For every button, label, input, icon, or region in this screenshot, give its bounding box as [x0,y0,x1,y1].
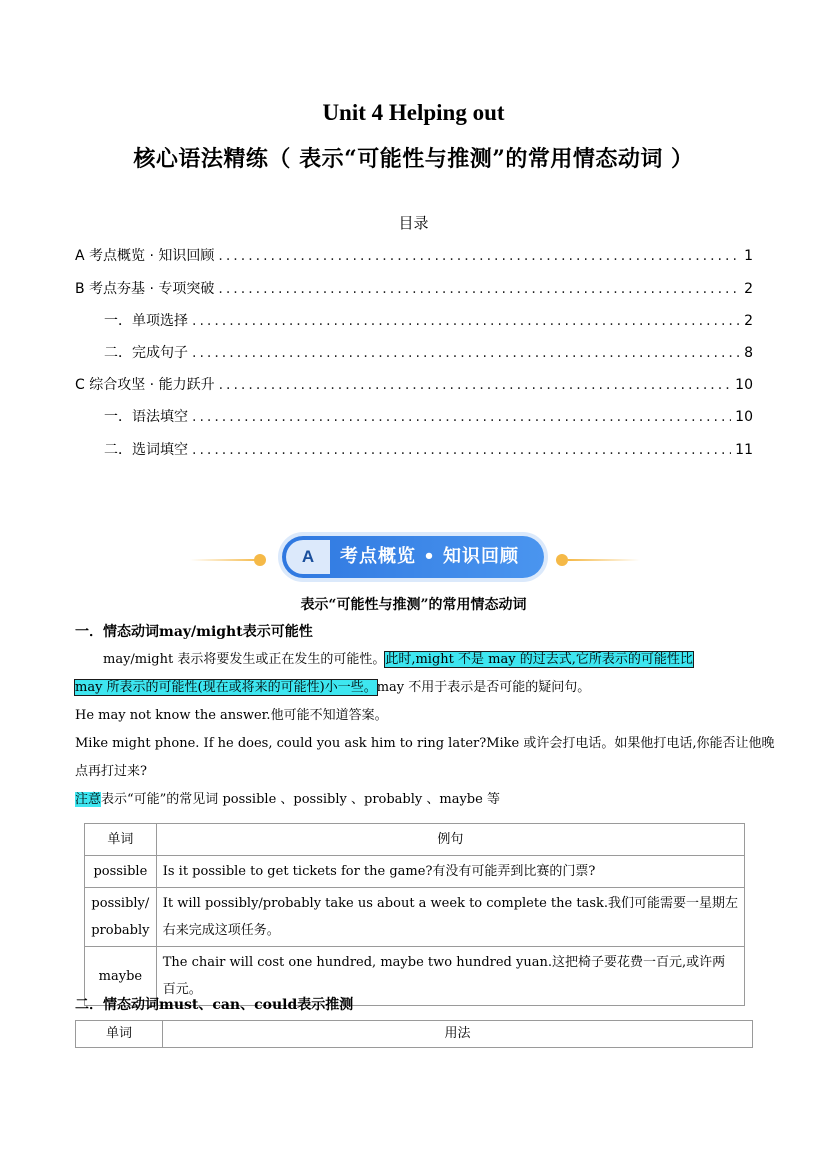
word-line: possibly/ [91,896,150,911]
toc-page: 11 [735,442,753,458]
table-header-row [76,1021,753,1048]
table-row [85,888,745,947]
toc-page: 10 [735,377,753,393]
table-header: 单词 [76,1021,163,1048]
table-header: 单词 [85,824,157,856]
unit-title: Unit 4 Helping out [322,100,505,125]
banner-line-left [190,559,260,561]
toc-label: 一．语法填空 [104,409,188,425]
example-line: It will possibly/probably take us about a week to complete the task.我们可能需要一星期左 [162,896,738,911]
toc-label: C 综合攻坚 · 能力跃升 [75,377,215,393]
toc-label: A 考点概览 · 知识回顾 [75,248,215,264]
toc-label: 二．选词填空 [104,442,188,458]
banner-dot-right [556,554,568,566]
toc-leader [192,442,731,458]
banner-line-right [568,559,640,561]
highlighted-text: 此时,might 不是 may 的过去式,它所表示的可能性比 [385,652,693,667]
table-cell-word: possible [85,856,157,888]
highlighted-text: may 所表示的可能性(现在或将来的可能性)小一些。 [75,680,377,695]
example-1: He may not know the answer.他可能不知道答案。 [75,708,388,723]
inference-words-table [75,1020,753,1048]
toc-label: 一．单项选择 [104,313,188,329]
toc-item-b2[interactable] [104,342,753,364]
table-header-row [85,824,745,856]
page-subtitle: 核心语法精练（ 表示“可能性与推测”的常用情态动词 ） [133,146,694,172]
toc-item-b[interactable] [75,278,753,300]
table-cell-example: Is it possible to get tickets for the game?有没有可能弄到比赛的门票? [156,856,744,888]
toc-page: 2 [744,313,753,329]
toc-item-c1[interactable] [104,406,753,428]
example-2: Mike might phone. If he does, could you ask him to ring later?Mike 或许会打电话。如果他打电话,你能否让他晚 [75,736,775,751]
word-line: probably [91,923,150,938]
table-cell-word [85,888,157,947]
example-line: The chair will cost one hundred, maybe two hundred yuan.这把椅子要花费一百元,或许两 [162,955,726,970]
possibility-words-table [84,823,745,1006]
banner-letter: A [286,540,330,574]
note-label: 注意 [75,792,102,807]
toc-leader [192,345,740,361]
table-row [85,856,745,888]
example-2-cont: 点再打过来? [75,764,147,779]
example-line: 右来完成这项任务。 [162,923,280,938]
table-cell-word: maybe [85,947,157,1006]
note-line [75,786,755,814]
table-cell-example [156,888,744,947]
toc-item-c[interactable] [75,374,753,396]
toc-page: 10 [735,409,753,425]
toc-leader [219,377,732,393]
toc-leader [218,248,740,264]
toc-item-c2[interactable] [104,439,753,461]
banner-pill [282,536,544,578]
toc-page: 8 [744,345,753,361]
table-header: 用法 [163,1021,753,1048]
plain-text: may 不用于表示是否可能的疑问句。 [376,680,591,695]
toc-item-a[interactable] [75,245,753,267]
plain-text: may/might 表示将要发生或正在发生的可能性。 [103,652,386,667]
section-banner [190,536,640,578]
note-text: 表示“可能”的常见词 possible 、possibly 、probably 、maybe 等 [101,792,500,807]
part2-heading: 二．情态动词must、can、could表示推测 [75,997,354,1013]
toc-leader [192,409,731,425]
toc-heading: 目录 [398,214,429,232]
banner-dot-left [254,554,266,566]
table-header: 例句 [156,824,744,856]
toc-page: 2 [744,281,753,297]
example-line: 百元。 [162,982,202,997]
toc-leader [192,313,740,329]
part1-paragraph [75,646,775,814]
paragraph-line-1 [75,646,755,674]
banner-text: 考点概览 • 知识回顾 [340,546,520,567]
part1-heading: 一．情态动词may/might表示可能性 [75,624,313,640]
toc-label: 二．完成句子 [104,345,188,361]
toc-leader [218,281,740,297]
section-title: 表示“可能性与推测”的常用情态动词 [300,597,527,613]
paragraph-line-2 [75,674,755,702]
toc-page: 1 [744,248,753,264]
toc-item-b1[interactable] [104,310,753,332]
toc-label: B 考点夯基 · 专项突破 [75,281,215,297]
